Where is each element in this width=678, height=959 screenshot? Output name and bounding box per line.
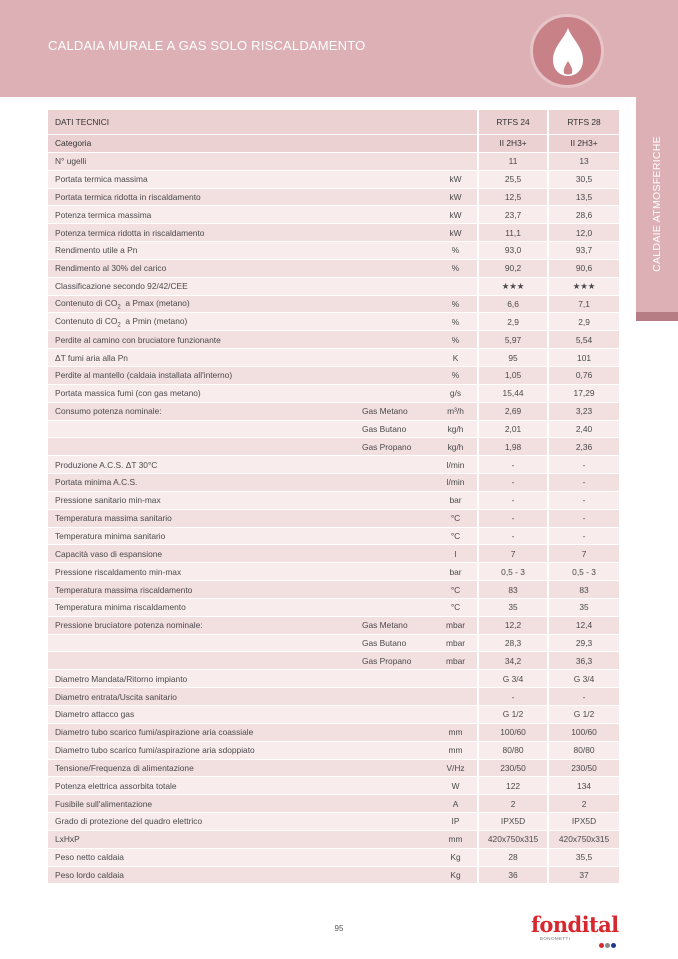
flame-icon <box>551 27 585 77</box>
value-rtfs28: - <box>548 474 619 492</box>
table-row <box>48 848 619 866</box>
side-tab-accent <box>636 312 678 321</box>
row-label: Portata termica ridotta in riscaldamento <box>48 188 362 206</box>
row-unit: °C <box>434 598 478 616</box>
row-unit: W <box>434 777 478 795</box>
value-rtfs28: 13,5 <box>548 188 619 206</box>
row-unit: mm <box>434 741 478 759</box>
table-row <box>48 598 619 616</box>
row-unit: bar <box>434 563 478 581</box>
table-row <box>48 474 619 492</box>
row-label: Grado di protezione del quadro elettrico <box>48 813 362 831</box>
row-label: Potenza termica ridotta in riscaldamento <box>48 224 362 242</box>
table-row <box>48 349 619 367</box>
row-label: Perdite al camino con bruciatore funzionante <box>48 331 362 349</box>
row-unit: mbar <box>434 652 478 670</box>
row-label: Perdite al mantello (caldaia installata all'interno) <box>48 366 362 384</box>
value-rtfs24: 11 <box>478 152 548 170</box>
table-row <box>48 616 619 634</box>
value-rtfs24: - <box>478 509 548 527</box>
row-label: Tensione/Frequenza di alimentazione <box>48 759 362 777</box>
row-unit: kW <box>434 224 478 242</box>
row-sublabel <box>362 723 434 741</box>
row-unit: % <box>434 366 478 384</box>
value-rtfs24: ★★★ <box>478 277 548 295</box>
side-label <box>646 100 668 308</box>
row-unit <box>434 688 478 706</box>
row-label: Rendimento al 30% del carico <box>48 259 362 277</box>
column-header-rtfs24: RTFS 24 <box>478 110 548 135</box>
row-unit: kg/h <box>434 420 478 438</box>
value-rtfs28: G 1/2 <box>548 706 619 724</box>
value-rtfs28: 2,36 <box>548 438 619 456</box>
value-rtfs24: 11,1 <box>478 224 548 242</box>
value-rtfs24: 2 <box>478 795 548 813</box>
value-rtfs28: 83 <box>548 581 619 599</box>
table-row <box>48 634 619 652</box>
table-row <box>48 135 619 153</box>
table-row <box>48 188 619 206</box>
table-row <box>48 581 619 599</box>
value-rtfs24: 35 <box>478 598 548 616</box>
row-label: Capacità vaso di espansione <box>48 545 362 563</box>
tech-data-table <box>48 110 619 884</box>
value-rtfs24: 90,2 <box>478 259 548 277</box>
table-row <box>48 527 619 545</box>
table-row <box>48 224 619 242</box>
table-row <box>48 295 619 313</box>
brand-tagline: BONOMETTI <box>540 936 571 941</box>
value-rtfs28: 29,3 <box>548 634 619 652</box>
table-row <box>48 545 619 563</box>
row-sublabel: Gas Propano <box>362 438 434 456</box>
value-rtfs28: - <box>548 509 619 527</box>
table-row <box>48 652 619 670</box>
row-unit: g/s <box>434 384 478 402</box>
table-row <box>48 331 619 349</box>
value-rtfs24: 100/60 <box>478 723 548 741</box>
row-label-text: Contenuto di CO <box>55 297 118 308</box>
row-unit: V/Hz <box>434 759 478 777</box>
row-sublabel <box>362 152 434 170</box>
row-unit: mbar <box>434 616 478 634</box>
row-label: Diametro tubo scarico fumi/aspirazione aria sdoppiato <box>48 741 362 759</box>
row-sublabel <box>362 135 434 153</box>
row-sublabel <box>362 366 434 384</box>
row-unit: % <box>434 259 478 277</box>
value-rtfs28: 35 <box>548 598 619 616</box>
value-rtfs24: 6,6 <box>478 295 548 313</box>
row-sublabel <box>362 242 434 260</box>
value-rtfs28: 5,54 <box>548 331 619 349</box>
table-row <box>48 384 619 402</box>
table-row <box>48 366 619 384</box>
value-rtfs28: G 3/4 <box>548 670 619 688</box>
table-row <box>48 509 619 527</box>
table-row <box>48 152 619 170</box>
row-sublabel <box>362 224 434 242</box>
row-unit: °C <box>434 527 478 545</box>
value-rtfs24: - <box>478 456 548 474</box>
value-rtfs28: 36,3 <box>548 652 619 670</box>
row-label-subscript: 2 <box>117 322 121 329</box>
table-row <box>48 795 619 813</box>
row-sublabel <box>362 777 434 795</box>
value-rtfs24: 80/80 <box>478 741 548 759</box>
value-rtfs28: 12,4 <box>548 616 619 634</box>
table-row <box>48 723 619 741</box>
row-unit: % <box>434 242 478 260</box>
value-rtfs28: 30,5 <box>548 170 619 188</box>
table-row <box>48 688 619 706</box>
value-rtfs24: 28,3 <box>478 634 548 652</box>
value-rtfs24: 15,44 <box>478 384 548 402</box>
page-title: CALDAIA MURALE A GAS SOLO RISCALDAMENTO <box>48 38 366 53</box>
row-sublabel <box>362 759 434 777</box>
row-label: Temperatura minima sanitario <box>48 527 362 545</box>
row-label <box>48 652 362 670</box>
value-rtfs28: - <box>548 688 619 706</box>
row-sublabel <box>362 188 434 206</box>
row-unit <box>434 706 478 724</box>
row-label: Peso lordo caldaia <box>48 866 362 884</box>
row-sublabel <box>362 813 434 831</box>
row-label-text: a Pmax (metano) <box>120 297 190 308</box>
value-rtfs24: 122 <box>478 777 548 795</box>
table-row <box>48 242 619 260</box>
row-unit: mm <box>434 723 478 741</box>
row-unit: °C <box>434 581 478 599</box>
brand-dot <box>605 943 610 948</box>
row-sublabel: Gas Metano <box>362 402 434 420</box>
value-rtfs24: 23,7 <box>478 206 548 224</box>
value-rtfs24: 12,5 <box>478 188 548 206</box>
value-rtfs24: 34,2 <box>478 652 548 670</box>
row-label: Rendimento utile a Pn <box>48 242 362 260</box>
value-rtfs24: 1,98 <box>478 438 548 456</box>
table-row <box>48 170 619 188</box>
row-unit: l/min <box>434 474 478 492</box>
row-sublabel <box>362 848 434 866</box>
value-rtfs28: 0,76 <box>548 366 619 384</box>
value-rtfs28: 134 <box>548 777 619 795</box>
row-sublabel <box>362 688 434 706</box>
row-unit: kW <box>434 188 478 206</box>
row-unit: Kg <box>434 848 478 866</box>
row-label: Potenza elettrica assorbita totale <box>48 777 362 795</box>
value-rtfs24: IPX5D <box>478 813 548 831</box>
table-row <box>48 491 619 509</box>
row-sublabel <box>362 830 434 848</box>
page-number: 95 <box>334 924 344 933</box>
table-row <box>48 759 619 777</box>
row-sublabel <box>362 509 434 527</box>
row-sublabel <box>362 795 434 813</box>
row-label-text: Contenuto di CO <box>55 315 118 326</box>
value-rtfs28: - <box>548 491 619 509</box>
row-label: Peso netto caldaia <box>48 848 362 866</box>
row-sublabel <box>362 384 434 402</box>
value-rtfs24: 2,69 <box>478 402 548 420</box>
brand-dot <box>611 943 616 948</box>
row-sublabel: Gas Butano <box>362 420 434 438</box>
row-label: LxHxP <box>48 830 362 848</box>
row-unit: % <box>434 313 478 331</box>
value-rtfs24: 28 <box>478 848 548 866</box>
value-rtfs28: 17,29 <box>548 384 619 402</box>
table-row <box>48 830 619 848</box>
row-label-subscript: 2 <box>117 304 121 311</box>
row-sublabel <box>362 866 434 884</box>
table-row <box>48 277 619 295</box>
row-unit: K <box>434 349 478 367</box>
row-label-text: a Pmin (metano) <box>120 315 188 326</box>
row-unit <box>434 277 478 295</box>
value-rtfs28: 93,7 <box>548 242 619 260</box>
value-rtfs28: 2,40 <box>548 420 619 438</box>
row-unit: kW <box>434 206 478 224</box>
row-label <box>48 438 362 456</box>
row-label: Temperatura massima riscaldamento <box>48 581 362 599</box>
value-rtfs24: 2,01 <box>478 420 548 438</box>
row-unit: % <box>434 331 478 349</box>
row-sublabel <box>362 313 434 331</box>
value-rtfs28: 100/60 <box>548 723 619 741</box>
value-rtfs28: 101 <box>548 349 619 367</box>
row-unit: bar <box>434 491 478 509</box>
value-rtfs28: 90,6 <box>548 259 619 277</box>
row-unit: m³/h <box>434 402 478 420</box>
row-label: ΔT fumi aria alla Pn <box>48 349 362 367</box>
row-label: Diametro entrata/Uscita sanitario <box>48 688 362 706</box>
row-label: Fusibile sull'alimentazione <box>48 795 362 813</box>
row-sublabel <box>362 170 434 188</box>
value-rtfs24: 83 <box>478 581 548 599</box>
row-unit: °C <box>434 509 478 527</box>
table-row <box>48 313 619 331</box>
row-label: Pressione sanitario min-max <box>48 491 362 509</box>
row-label <box>48 634 362 652</box>
row-unit: l <box>434 545 478 563</box>
row-sublabel <box>362 527 434 545</box>
table-header-label: DATI TECNICI <box>48 110 478 135</box>
value-rtfs24: II 2H3+ <box>478 135 548 153</box>
value-rtfs24: 1,05 <box>478 366 548 384</box>
row-sublabel <box>362 349 434 367</box>
value-rtfs28: 230/50 <box>548 759 619 777</box>
row-sublabel <box>362 581 434 599</box>
value-rtfs24: 5,97 <box>478 331 548 349</box>
row-label: Pressione bruciatore potenza nominale: <box>48 616 362 634</box>
table-row <box>48 741 619 759</box>
row-sublabel <box>362 295 434 313</box>
table-row <box>48 402 619 420</box>
row-unit <box>434 670 478 688</box>
row-unit: kW <box>434 170 478 188</box>
row-sublabel <box>362 456 434 474</box>
value-rtfs24: - <box>478 527 548 545</box>
value-rtfs24: 7 <box>478 545 548 563</box>
value-rtfs28: 28,6 <box>548 206 619 224</box>
row-sublabel <box>362 670 434 688</box>
value-rtfs24: 36 <box>478 866 548 884</box>
table-row <box>48 456 619 474</box>
value-rtfs28: 13 <box>548 152 619 170</box>
row-sublabel: Gas Propano <box>362 652 434 670</box>
row-label: Categoria <box>48 135 362 153</box>
row-unit: IP <box>434 813 478 831</box>
row-sublabel <box>362 491 434 509</box>
row-label: Produzione A.C.S. ΔT 30°C <box>48 456 362 474</box>
value-rtfs24: G 1/2 <box>478 706 548 724</box>
value-rtfs28: 37 <box>548 866 619 884</box>
value-rtfs28: ★★★ <box>548 277 619 295</box>
column-header-rtfs28: RTFS 28 <box>548 110 619 135</box>
row-label: N° ugelli <box>48 152 362 170</box>
value-rtfs28: 420x750x315 <box>548 830 619 848</box>
value-rtfs28: 2 <box>548 795 619 813</box>
row-label <box>48 420 362 438</box>
row-label: Portata massica fumi (con gas metano) <box>48 384 362 402</box>
table-row <box>48 706 619 724</box>
row-unit <box>434 135 478 153</box>
table-header-row <box>48 110 619 135</box>
side-label-text: CALDAIE ATMOSFERICHE <box>651 136 663 272</box>
value-rtfs28: 0,5 - 3 <box>548 563 619 581</box>
value-rtfs24: 25,5 <box>478 170 548 188</box>
row-label: Portata termica massima <box>48 170 362 188</box>
row-label: Diametro tubo scarico fumi/aspirazione aria coassiale <box>48 723 362 741</box>
table-row <box>48 866 619 884</box>
row-unit: kg/h <box>434 438 478 456</box>
row-unit: mm <box>434 830 478 848</box>
row-sublabel <box>362 706 434 724</box>
row-label: Pressione riscaldamento min-max <box>48 563 362 581</box>
row-unit: A <box>434 795 478 813</box>
row-sublabel <box>362 259 434 277</box>
value-rtfs24: - <box>478 474 548 492</box>
value-rtfs24: - <box>478 688 548 706</box>
row-sublabel <box>362 563 434 581</box>
value-rtfs28: 12,0 <box>548 224 619 242</box>
row-unit: Kg <box>434 866 478 884</box>
value-rtfs28: 7 <box>548 545 619 563</box>
row-label: Portata minima A.C.S. <box>48 474 362 492</box>
row-sublabel <box>362 474 434 492</box>
value-rtfs28: 2,9 <box>548 313 619 331</box>
value-rtfs24: 230/50 <box>478 759 548 777</box>
row-sublabel: Gas Butano <box>362 634 434 652</box>
row-label: Diametro Mandata/Ritorno impianto <box>48 670 362 688</box>
value-rtfs28: II 2H3+ <box>548 135 619 153</box>
value-rtfs24: 420x750x315 <box>478 830 548 848</box>
value-rtfs28: 3,23 <box>548 402 619 420</box>
table-row <box>48 438 619 456</box>
value-rtfs28: - <box>548 527 619 545</box>
value-rtfs24: G 3/4 <box>478 670 548 688</box>
value-rtfs24: 2,9 <box>478 313 548 331</box>
table-row <box>48 777 619 795</box>
value-rtfs28: 35,5 <box>548 848 619 866</box>
row-label: Classificazione secondo 92/42/CEE <box>48 277 362 295</box>
page-header <box>0 0 678 97</box>
value-rtfs24: 12,2 <box>478 616 548 634</box>
table-row <box>48 259 619 277</box>
row-label <box>48 313 362 331</box>
row-label: Temperatura massima sanitario <box>48 509 362 527</box>
row-label: Diametro attacco gas <box>48 706 362 724</box>
row-sublabel <box>362 206 434 224</box>
table-row <box>48 420 619 438</box>
table-row <box>48 670 619 688</box>
row-sublabel <box>362 545 434 563</box>
row-unit: l/min <box>434 456 478 474</box>
row-unit: mbar <box>434 634 478 652</box>
value-rtfs24: 0,5 - 3 <box>478 563 548 581</box>
row-label <box>48 295 362 313</box>
brand-logo: fondital <box>531 912 619 937</box>
row-label: Potenza termica massima <box>48 206 362 224</box>
table-row <box>48 813 619 831</box>
value-rtfs28: - <box>548 456 619 474</box>
row-sublabel <box>362 277 434 295</box>
flame-badge <box>530 14 604 88</box>
brand-dot <box>599 943 604 948</box>
row-label: Temperatura minima riscaldamento <box>48 598 362 616</box>
value-rtfs28: IPX5D <box>548 813 619 831</box>
table-row <box>48 563 619 581</box>
row-sublabel: Gas Metano <box>362 616 434 634</box>
value-rtfs24: 95 <box>478 349 548 367</box>
row-label: Consumo potenza nominale: <box>48 402 362 420</box>
value-rtfs28: 7,1 <box>548 295 619 313</box>
row-unit: % <box>434 295 478 313</box>
value-rtfs24: 93,0 <box>478 242 548 260</box>
value-rtfs28: 80/80 <box>548 741 619 759</box>
value-rtfs24: - <box>478 491 548 509</box>
row-sublabel <box>362 741 434 759</box>
row-sublabel <box>362 331 434 349</box>
row-unit <box>434 152 478 170</box>
row-sublabel <box>362 598 434 616</box>
table-row <box>48 206 619 224</box>
brand-dots <box>598 935 616 953</box>
